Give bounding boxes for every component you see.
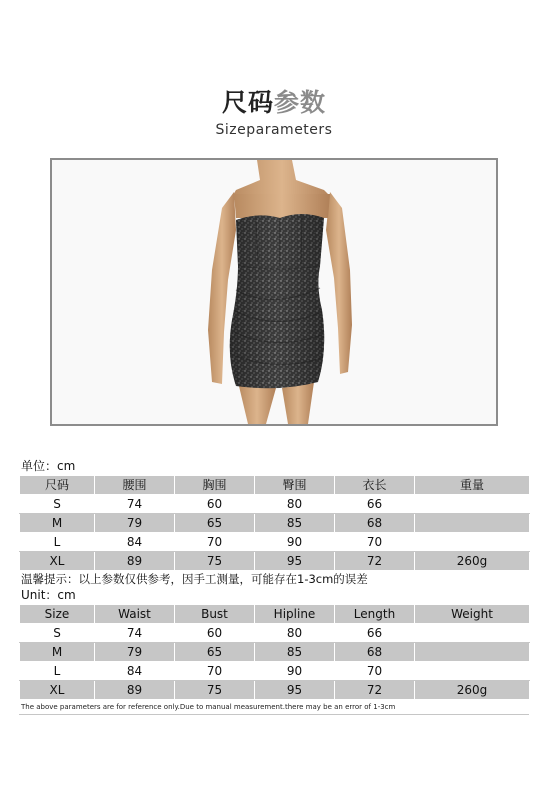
table-cell: 260g bbox=[415, 552, 530, 571]
chinese-size-table-block bbox=[19, 457, 529, 587]
header-cell: Bust bbox=[175, 605, 255, 624]
table-cell: 74 bbox=[95, 624, 175, 643]
table-row bbox=[20, 662, 530, 681]
header-cell: 尺码 bbox=[20, 476, 95, 495]
table-cell: 89 bbox=[95, 681, 175, 700]
product-photo bbox=[50, 158, 498, 426]
table-row bbox=[20, 552, 530, 571]
header-cell: 重量 bbox=[415, 476, 530, 495]
table-cell: 70 bbox=[335, 533, 415, 552]
table-cell: 90 bbox=[255, 533, 335, 552]
table-cell: 70 bbox=[335, 662, 415, 681]
unit-label-cn: 单位：cm bbox=[21, 459, 76, 473]
table-cell: 90 bbox=[255, 662, 335, 681]
table-cell: 75 bbox=[175, 552, 255, 571]
table-cell: 84 bbox=[95, 533, 175, 552]
table-cell bbox=[415, 495, 530, 514]
table-cell: 60 bbox=[175, 495, 255, 514]
table-cell: 68 bbox=[335, 643, 415, 662]
header-cell: Size bbox=[20, 605, 95, 624]
table-header-row bbox=[20, 605, 530, 624]
table-cell: 79 bbox=[95, 643, 175, 662]
page-subtitle: Sizeparameters bbox=[215, 122, 333, 138]
table-row bbox=[20, 624, 530, 643]
table-cell: M bbox=[20, 514, 95, 533]
table-cell: L bbox=[20, 662, 95, 681]
unit-label-en: Unit：cm bbox=[21, 588, 76, 602]
table-cell: 85 bbox=[255, 514, 335, 533]
table-cell: 72 bbox=[335, 552, 415, 571]
table-cell: S bbox=[20, 624, 95, 643]
table-cell bbox=[415, 643, 530, 662]
disclaimer-en: The above parameters are for reference only.Due to manual measurement.there may be an error of 1-3cm bbox=[19, 700, 529, 715]
table-cell: 60 bbox=[175, 624, 255, 643]
table-cell: 65 bbox=[175, 643, 255, 662]
table-cell: 74 bbox=[95, 495, 175, 514]
table-cell: 95 bbox=[255, 552, 335, 571]
header-cell: 胸围 bbox=[175, 476, 255, 495]
table-cell bbox=[415, 514, 530, 533]
table-cell: 260g bbox=[415, 681, 530, 700]
table-row bbox=[20, 533, 530, 552]
table-cell: XL bbox=[20, 552, 95, 571]
table-cell bbox=[415, 533, 530, 552]
table-cell: L bbox=[20, 533, 95, 552]
table-cell: 85 bbox=[255, 643, 335, 662]
header-cell: Length bbox=[335, 605, 415, 624]
table-cell bbox=[415, 624, 530, 643]
header-cell: 腰围 bbox=[95, 476, 175, 495]
title-light-part: 参数 bbox=[274, 88, 327, 117]
title-dark-part: 尺码 bbox=[221, 88, 274, 117]
table-cell: 66 bbox=[335, 624, 415, 643]
table-cell bbox=[415, 662, 530, 681]
table-cell: S bbox=[20, 495, 95, 514]
table-header-row bbox=[20, 476, 530, 495]
table-row bbox=[20, 495, 530, 514]
header-cell: Hipline bbox=[255, 605, 335, 624]
table-cell: 70 bbox=[175, 533, 255, 552]
mannequin-dress-image bbox=[52, 160, 496, 424]
table-cell: 95 bbox=[255, 681, 335, 700]
english-size-table-block bbox=[19, 586, 529, 715]
table-row bbox=[20, 514, 530, 533]
table-cell: 89 bbox=[95, 552, 175, 571]
header-cell: 臀围 bbox=[255, 476, 335, 495]
table-cell: 79 bbox=[95, 514, 175, 533]
page-header bbox=[0, 88, 548, 138]
table-cell: 84 bbox=[95, 662, 175, 681]
english-size-table bbox=[19, 604, 530, 700]
table-row bbox=[20, 681, 530, 700]
table-cell: 80 bbox=[255, 495, 335, 514]
table-cell: XL bbox=[20, 681, 95, 700]
table-cell: M bbox=[20, 643, 95, 662]
table-cell: 80 bbox=[255, 624, 335, 643]
table-cell: 66 bbox=[335, 495, 415, 514]
chinese-size-table bbox=[19, 475, 530, 571]
table-cell: 65 bbox=[175, 514, 255, 533]
table-cell: 72 bbox=[335, 681, 415, 700]
disclaimer-cn: 温馨提示：以上参数仅供参考，因手工测量，可能存在1-3cm的误差 bbox=[21, 572, 368, 586]
table-row bbox=[20, 643, 530, 662]
header-cell: Waist bbox=[95, 605, 175, 624]
table-cell: 70 bbox=[175, 662, 255, 681]
page-title bbox=[0, 88, 548, 118]
table-cell: 68 bbox=[335, 514, 415, 533]
header-cell: 衣长 bbox=[335, 476, 415, 495]
table-cell: 75 bbox=[175, 681, 255, 700]
header-cell: Weight bbox=[415, 605, 530, 624]
